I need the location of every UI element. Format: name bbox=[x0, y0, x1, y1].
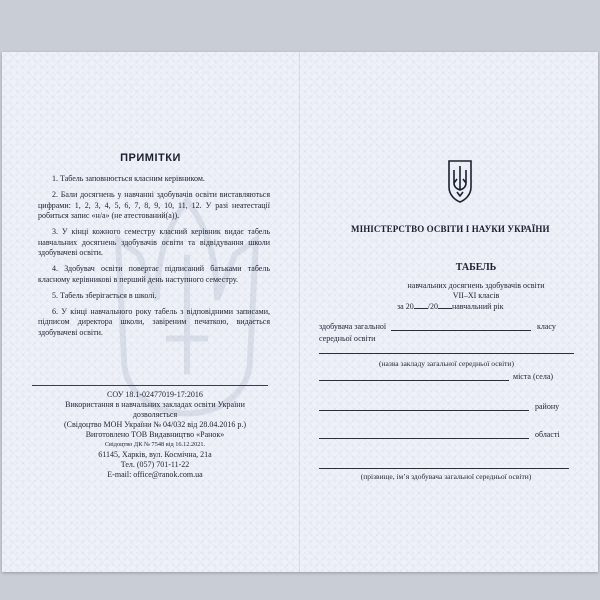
publisher-phone: Тел. (057) 701-11-22 bbox=[120, 460, 190, 469]
district-label: району bbox=[535, 402, 560, 411]
year-start-blank[interactable] bbox=[414, 301, 428, 309]
student-name-blank[interactable] bbox=[319, 460, 569, 469]
city-label: міста (села) bbox=[513, 372, 554, 381]
student-prefix: здобувача загальної bbox=[319, 322, 387, 331]
publisher-email: E-mail: office@ranok.com.ua bbox=[107, 470, 203, 479]
region-blank[interactable] bbox=[319, 430, 529, 439]
cover-page bbox=[301, 52, 598, 572]
note-item: 3. У кінці кожного семестру класний керівник видає табель навчальних досягнень здобувачів освіти та відвідування школи здобувачеві освіти. bbox=[38, 227, 270, 257]
student-line2: середньої освіти bbox=[319, 334, 376, 343]
ministry-certificate: (Свідоцтво МОН України № 04/032 від 28.04.2016 р.) bbox=[63, 420, 246, 429]
year-prefix: за 20 bbox=[397, 302, 414, 311]
school-name-blank[interactable] bbox=[319, 345, 574, 354]
standard-code: СОУ 18.1-02477019-17:2016 bbox=[107, 390, 203, 399]
class-blank[interactable] bbox=[391, 322, 531, 331]
note-item: 6. У кінці навчального року табель з відповідними записами, підписом директора школи, завіреним печаткою, видається здобувачеві освіти. bbox=[38, 306, 270, 337]
imprint-block bbox=[42, 390, 268, 480]
ministry-name: МІНІСТЕРСТВО ОСВІТИ І НАУКИ УКРАЇНИ bbox=[351, 224, 550, 234]
publisher-address: 61145, Харків, вул. Космічна, 21а bbox=[98, 450, 212, 459]
school-caption: (назва закладу загальної середньої освіти) bbox=[379, 359, 514, 368]
note-item: 2. Бали досягнень у навчанні здобувачів освіти виставляються цифрами: 1, 2, 3, 4, 5, 6, 7, 8, 9, 10, 11, 12. У разі неатестації робиться запис «н/а» (не атестований(а)). bbox=[38, 190, 270, 220]
district-blank[interactable] bbox=[319, 402, 529, 411]
year-slash: /20 bbox=[427, 302, 438, 311]
school-year-field bbox=[397, 301, 504, 311]
document-title: ТАБЕЛЬ bbox=[455, 262, 497, 273]
report-card-sheet bbox=[2, 52, 598, 572]
usage-line-2: дозволяється bbox=[132, 410, 178, 419]
class-label: класу bbox=[537, 322, 556, 331]
note-item: 5. Табель зберігається в школі. bbox=[52, 290, 157, 300]
region-label: області bbox=[535, 430, 560, 439]
year-end-blank[interactable] bbox=[438, 301, 452, 309]
notes-title: ПРИМІТКИ bbox=[120, 152, 181, 164]
notes-list bbox=[38, 174, 270, 344]
year-suffix: навчальний рік bbox=[451, 302, 504, 311]
class-range: VII–XI класів bbox=[452, 291, 500, 300]
notes-page bbox=[2, 52, 299, 572]
manufacturer: Виготовлено ТОВ Видавництво «Ранок» bbox=[85, 430, 225, 439]
city-blank[interactable] bbox=[319, 372, 509, 381]
note-item: 4. Здобувач освіти повертає підписаний батьками табель класному керівникові в перший день наступного семестру. bbox=[38, 264, 270, 284]
document-subtitle: навчальних досягнень здобувачів освіти bbox=[407, 281, 545, 290]
usage-line-1: Використання в навчальних закладах освіти України bbox=[65, 400, 245, 409]
name-caption: (прізвище, ім’я здобувача загальної середньої освіти) bbox=[360, 472, 532, 481]
note-item: 1. Табель заповнюється класним керівником. bbox=[52, 174, 205, 183]
tryzub-coat-of-arms-icon bbox=[446, 159, 474, 203]
imprint-divider bbox=[32, 385, 268, 386]
dk-certificate: Свідоцтво ДК № 7548 від 16.12.2021. bbox=[104, 441, 206, 448]
